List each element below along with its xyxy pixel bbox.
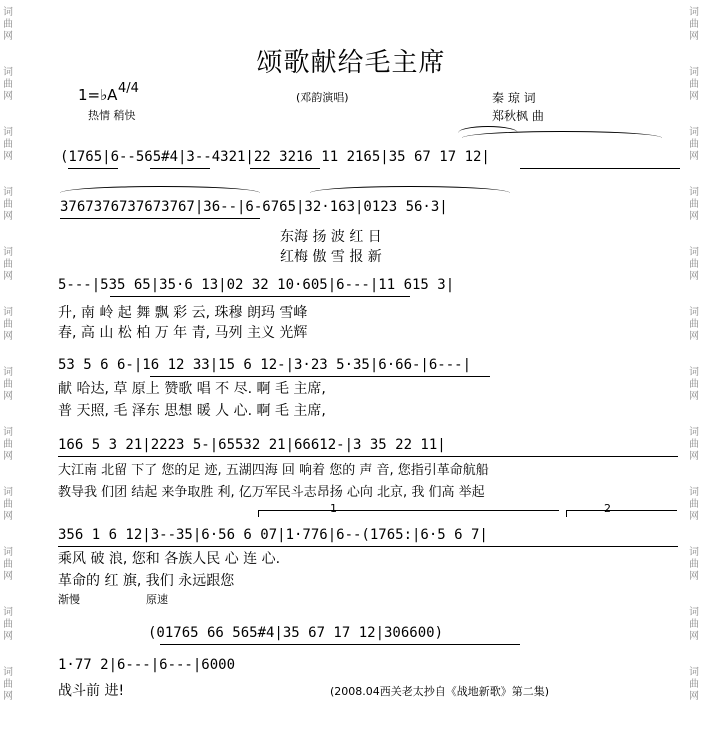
beam (160, 644, 520, 645)
beam (150, 376, 490, 377)
beam (250, 168, 320, 169)
watermark-char: 曲 (689, 139, 699, 150)
watermark-char: 曲 (3, 439, 13, 450)
volta-bracket-1 (258, 510, 559, 517)
watermark-char: 网 (3, 511, 13, 522)
watermark-char: 网 (3, 451, 13, 462)
watermark-char: 词 (689, 127, 699, 138)
watermark-char: 词 (689, 547, 699, 558)
watermark-char: 网 (689, 211, 699, 222)
notation-row: 5---|535 65|35·6 13|02 32 10·605|6---|11 615 3| (58, 277, 455, 293)
notation-row: 1·77 2|6---|6---|6000 (58, 657, 236, 673)
watermark-char: 网 (3, 271, 13, 282)
watermark-char: 曲 (689, 379, 699, 390)
watermark-char: 网 (689, 151, 699, 162)
beam (150, 168, 210, 169)
watermark-char: 词 (3, 187, 13, 198)
watermark-char: 网 (3, 91, 13, 102)
watermark-char: 网 (3, 631, 13, 642)
watermark-char: 词 (689, 667, 699, 678)
tempo-slow: 渐慢 (58, 593, 80, 606)
watermark-char: 词 (689, 247, 699, 258)
tempo-original: 原速 (146, 593, 168, 606)
lyric-verse-1: 大江南 北留 下了 您的足 迹, 五湖四海 回 响着 您的 声 音, 您指引革命航船 (58, 463, 489, 478)
watermark-char: 曲 (689, 199, 699, 210)
notation-row: 53 5 6 6-|16 12 33|15 6 12-|3·23 5·35|6·66-|6---| (58, 357, 472, 373)
watermark-char: 曲 (689, 259, 699, 270)
watermark-char: 网 (3, 211, 13, 222)
watermark-char: 网 (689, 691, 699, 702)
song-title: 颂歌献给毛主席 (256, 48, 446, 78)
watermark-char: 网 (3, 691, 13, 702)
composer: 郑秋枫 曲 (492, 109, 544, 123)
watermark-char: 词 (689, 427, 699, 438)
beam (68, 168, 118, 169)
watermark-char: 词 (3, 67, 13, 78)
watermark-char: 曲 (689, 679, 699, 690)
watermark-char: 词 (3, 367, 13, 378)
watermark-char: 词 (3, 607, 13, 618)
lyric-verse-2: 革命的 红 旗, 我们 永远跟您 (58, 573, 235, 589)
watermark-char: 词 (689, 307, 699, 318)
watermark-char: 网 (3, 331, 13, 342)
lyricist: 秦 琼 词 (492, 91, 536, 105)
watermark-char: 网 (689, 271, 699, 282)
watermark-char: 网 (3, 151, 13, 162)
source-note: (2008.04西关老太抄自《战地新歌》第二集) (330, 685, 550, 698)
beam (110, 296, 410, 297)
watermark-char: 网 (689, 511, 699, 522)
lyric-verse-2: 春, 高 山 松 柏 万 年 青, 马列 主义 光辉 (58, 325, 308, 341)
notation-row: (1765|6--565#4|3--4321|22 3216 11 2165|35 67 17 12| (60, 149, 490, 165)
watermark-char: 曲 (3, 79, 13, 90)
watermark-char: 词 (3, 487, 13, 498)
watermark-char: 词 (689, 607, 699, 618)
watermark-char: 曲 (3, 259, 13, 270)
watermark-char: 词 (3, 307, 13, 318)
watermark-right (686, 0, 702, 734)
watermark-char: 网 (689, 631, 699, 642)
watermark-char: 词 (689, 187, 699, 198)
watermark-char: 词 (3, 547, 13, 558)
watermark-char: 曲 (3, 499, 13, 510)
watermark-char: 曲 (3, 19, 13, 30)
tempo-marking: 热情 稍快 (88, 109, 136, 122)
performer: (邓韵演唱) (296, 91, 349, 104)
watermark-char: 曲 (3, 199, 13, 210)
watermark-char: 曲 (3, 559, 13, 570)
watermark-char: 词 (689, 367, 699, 378)
watermark-char: 网 (689, 31, 699, 42)
beam (58, 546, 678, 547)
beam (520, 168, 680, 169)
beam (60, 218, 260, 219)
watermark-char: 网 (689, 331, 699, 342)
watermark-char: 词 (3, 127, 13, 138)
notation-row: 166 5 3 21|2223 5-|65532 21|66612-|3 35 22 11| (58, 437, 446, 453)
watermark-left (0, 0, 16, 734)
watermark-char: 网 (689, 451, 699, 462)
watermark-char: 曲 (3, 319, 13, 330)
watermark-char: 词 (3, 7, 13, 18)
watermark-char: 曲 (689, 439, 699, 450)
watermark-char: 词 (3, 667, 13, 678)
lyric-verse-2: 红梅 傲 雪 报 新 (280, 249, 382, 265)
watermark-char: 曲 (3, 679, 13, 690)
lyric-verse-1: 升, 南 岭 起 舞 飘 彩 云, 珠穆 朗玛 雪峰 (58, 305, 308, 321)
notation-row: 356 1 6 12|3--35|6·56 6 07|1·776|6--(1765:|6·5 6 7| (58, 527, 488, 543)
lyric-verse-1: 东海 扬 波 红 日 (280, 229, 382, 245)
watermark-char: 曲 (689, 19, 699, 30)
slur (310, 186, 510, 193)
watermark-char: 网 (689, 571, 699, 582)
watermark-char: 曲 (3, 379, 13, 390)
beam (58, 456, 678, 457)
watermark-char: 曲 (689, 499, 699, 510)
notation-row: 3767376737673767|36--|6-6765|32·163|0123 56·3| (60, 199, 448, 215)
watermark-char: 词 (689, 7, 699, 18)
slur (60, 186, 260, 193)
watermark-char: 网 (3, 391, 13, 402)
slur (462, 131, 662, 138)
watermark-char: 网 (689, 91, 699, 102)
watermark-char: 曲 (689, 319, 699, 330)
watermark-char: 曲 (689, 79, 699, 90)
time-signature: 4/4 (118, 81, 139, 96)
watermark-char: 曲 (3, 139, 13, 150)
volta-bracket-2 (566, 510, 677, 517)
watermark-char: 网 (689, 391, 699, 402)
watermark-char: 词 (689, 487, 699, 498)
volta-number-1: 1 (330, 502, 337, 515)
lyric-verse-1: 乘风 破 浪, 您和 各族人民 心 连 心. (58, 551, 281, 567)
lyric-verse-2: 教导我 们团 结起 来争取胜 利, 亿万军民斗志昂扬 心向 北京, 我 们高 举起 (58, 485, 485, 500)
key-signature: 1=♭A (78, 86, 118, 104)
lyric-verse-1: 献 哈达, 草 原上 赞歌 唱 不 尽. 啊 毛 主席, (58, 381, 326, 397)
watermark-char: 网 (3, 571, 13, 582)
volta-number-2: 2 (604, 502, 611, 515)
watermark-char: 词 (3, 427, 13, 438)
watermark-char: 曲 (3, 619, 13, 630)
watermark-char: 网 (3, 31, 13, 42)
notation-row: (01765 66 565#4|35 67 17 12|306600) (148, 625, 444, 641)
lyric-verse-1: 战斗前 进! (58, 683, 125, 699)
lyric-verse-2: 普 天照, 毛 泽东 思想 暖 人 心. 啊 毛 主席, (58, 403, 326, 419)
watermark-char: 词 (3, 247, 13, 258)
watermark-char: 词 (689, 67, 699, 78)
watermark-char: 曲 (689, 559, 699, 570)
watermark-char: 曲 (689, 619, 699, 630)
